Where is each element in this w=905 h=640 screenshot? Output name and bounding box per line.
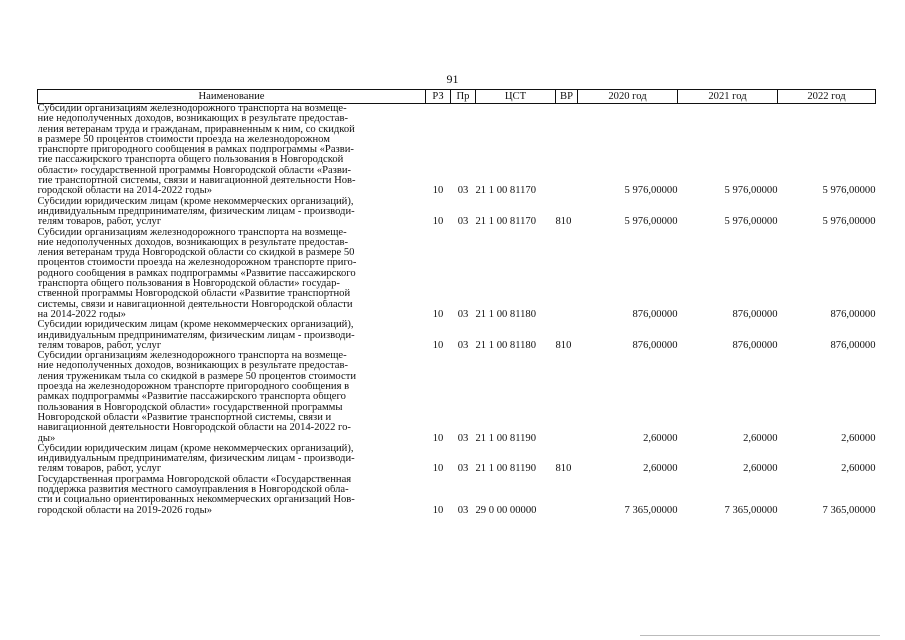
row-name: [38, 228, 426, 321]
row-name-line: индивидуальным предпринимателям, физическим лицам - производи-: [37, 206, 355, 217]
row-name-line: индивидуальным предпринимателям, физическим лицам - производи-: [37, 454, 355, 465]
row-name-line: рамках подпрограммы «Развитие пассажирского транспорта общего: [37, 392, 346, 403]
row-name-line: тие пассажирского транспорта общего пользования в Новгородской: [37, 155, 344, 166]
row-rz: 10: [432, 339, 444, 351]
row-amount-2020: 876,00000: [632, 308, 678, 320]
header-pr: Пр: [451, 90, 476, 104]
header-cst: ЦСТ: [476, 90, 556, 104]
row-name-line: Субсидии организациям железнодорожного транспорта на возмеще-: [37, 227, 347, 238]
row-name-line: в размере 50 процентов стоимости проезда на железнодорожном: [37, 134, 330, 145]
row-name-line: ления ветеранам труда и гражданам, приравненным к ним, со скидкой: [37, 124, 355, 135]
row-name-line: процентов стоимости проезда на железнодорожном транспорте приго-: [37, 258, 357, 269]
row-amount-2021: 2,60000: [743, 463, 778, 475]
table-row: [38, 228, 876, 321]
row-name-line: системы, связи и навигационной деятельности Новгородской области: [37, 299, 353, 310]
row-amount-2020: 876,00000: [632, 339, 678, 351]
row-name-line: поддержка развития местного самоуправления в Новгородской обла-: [37, 484, 349, 495]
row-name-line: ние недополученных доходов, возникающих в результате предостав-: [37, 237, 348, 248]
row-name-line: Субсидии юридическим лицам (кроме некоммерческих организаций),: [37, 443, 354, 454]
row-cst: 21 1 00 81180: [475, 339, 537, 351]
row-cst: 21 1 00 81190: [475, 463, 537, 475]
row-name: [38, 475, 426, 516]
scan-artifact: [640, 635, 880, 636]
table-row: [38, 197, 876, 228]
row-rz: 10: [432, 504, 444, 516]
row-pr: 03: [457, 339, 469, 351]
header-2022: 2022 год: [778, 90, 876, 104]
row-name-line: на 2014-2022 годы»: [37, 309, 126, 320]
row-name-line: родного сообщения в рамках подпрограммы «Развитие пассажирского: [37, 268, 356, 279]
row-amount-2022: 5 976,00000: [822, 185, 876, 197]
row-name-line: Субсидии юридическим лицам (кроме некоммерческих организаций),: [37, 320, 354, 331]
row-rz: 10: [432, 463, 444, 475]
row-vr: [556, 228, 578, 321]
row-amount-2021: 5 976,00000: [724, 185, 778, 197]
row-amount-2020: 2,60000: [643, 463, 678, 475]
row-amount-2022: 7 365,00000: [822, 504, 876, 516]
row-name-line: Новгородской области «Развитие транспортной системы, связи и: [37, 412, 332, 423]
row-pr: 03: [457, 185, 469, 197]
row-rz: 10: [432, 216, 444, 228]
row-name-line: телям товаров, работ, услуг: [37, 217, 162, 228]
row-name-line: индивидуальным предпринимателям, физическим лицам - производи-: [37, 330, 355, 341]
table-row: [38, 104, 876, 197]
row-cst: 29 0 00 00000: [475, 504, 537, 516]
row-cst: 21 1 00 81170: [475, 185, 537, 197]
row-name-line: городской области на 2014-2022 годы»: [37, 186, 212, 197]
header-vr: ВР: [556, 90, 578, 104]
budget-table: [37, 89, 876, 516]
row-name-line: телям товаров, работ, услуг: [37, 464, 162, 475]
row-amount-2022: 2,60000: [841, 432, 876, 444]
row-amount-2022: 2,60000: [841, 463, 876, 475]
row-vr: [556, 351, 578, 444]
row-name-line: пользования в Новгородской области» государственной программы: [37, 402, 343, 413]
row-name-line: области» государственной программы Новгородской области «Разви-: [37, 165, 352, 176]
row-vr: [556, 104, 578, 197]
row-name-line: сти и социально ориентированных некоммерческих организаций Нов-: [37, 495, 355, 506]
table-row: [38, 444, 876, 475]
row-name-line: тие транспортной системы, связи и навигационной деятельности Нов-: [37, 176, 356, 187]
row-rz: 10: [432, 185, 444, 197]
row-name-line: Субсидии организациям железнодорожного транспорта на возмеще-: [37, 104, 347, 114]
row-name-line: транспорте пригородного сообщения в рамках подпрограммы «Разви-: [37, 145, 354, 156]
header-2020: 2020 год: [578, 90, 678, 104]
row-amount-2021: 876,00000: [732, 339, 778, 351]
row-amount-2022: 876,00000: [830, 339, 876, 351]
row-name-line: ние недополученных доходов, возникающих в результате предостав-: [37, 114, 348, 125]
row-name: [38, 320, 426, 351]
row-rz: 10: [432, 432, 444, 444]
row-name-line: ние недополученных доходов, возникающих в результате предостав-: [37, 361, 348, 372]
row-pr: 03: [457, 216, 469, 228]
table-row: [38, 351, 876, 444]
page-number: 91: [446, 72, 459, 86]
row-cst: 21 1 00 81190: [475, 432, 537, 444]
row-vr: 810: [555, 339, 572, 351]
row-name-line: городской области на 2019-2026 годы»: [37, 505, 212, 516]
row-pr: 03: [457, 308, 469, 320]
row-name-line: Субсидии организациям железнодорожного транспорта на возмеще-: [37, 351, 347, 362]
row-amount-2020: 2,60000: [643, 432, 678, 444]
row-cst: 21 1 00 81180: [475, 308, 537, 320]
row-name: [38, 444, 426, 475]
row-amount-2022: 5 976,00000: [822, 216, 876, 228]
row-amount-2022: 876,00000: [830, 308, 876, 320]
row-name-line: проезда на железнодорожном транспорте пригородного сообщения в: [37, 382, 350, 393]
table-row: [38, 475, 876, 516]
row-amount-2020: 7 365,00000: [624, 504, 678, 516]
header-row: [38, 90, 876, 104]
row-pr: 03: [457, 504, 469, 516]
row-amount-2021: 876,00000: [732, 308, 778, 320]
row-amount-2020: 5 976,00000: [624, 216, 678, 228]
row-amount-2021: 5 976,00000: [724, 216, 778, 228]
header-name: Наименование: [38, 90, 426, 104]
row-vr: 810: [555, 463, 572, 475]
row-name-line: ственной программы Новгородской области «Развитие транспортной: [37, 289, 351, 300]
row-amount-2021: 7 365,00000: [724, 504, 778, 516]
header-2021: 2021 год: [678, 90, 778, 104]
row-vr: [556, 475, 578, 516]
header-rz: РЗ: [426, 90, 451, 104]
row-amount-2021: 2,60000: [743, 432, 778, 444]
row-name: [38, 197, 426, 228]
row-name: [38, 104, 426, 197]
row-name-line: телям товаров, работ, услуг: [37, 340, 162, 351]
row-amount-2020: 5 976,00000: [624, 185, 678, 197]
row-name: [38, 351, 426, 444]
row-vr: 810: [555, 216, 572, 228]
row-name-line: Государственная программа Новгородской области «Государственная: [37, 474, 352, 485]
row-name-line: ды»: [37, 433, 56, 444]
row-pr: 03: [457, 463, 469, 475]
row-name-line: транспорта общего пользования в Новгородской области» государ-: [37, 279, 340, 290]
row-pr: 03: [457, 432, 469, 444]
row-name-line: ления ветеранам труда Новгородской области со скидкой в размере 50: [37, 248, 355, 259]
row-cst: 21 1 00 81170: [475, 216, 537, 228]
row-rz: 10: [432, 308, 444, 320]
row-name-line: Субсидии юридическим лицам (кроме некоммерческих организаций),: [37, 196, 354, 207]
row-name-line: навигационной деятельности Новгородской области на 2014-2022 го-: [37, 423, 351, 434]
row-name-line: ления труженикам тыла со скидкой в размере 50 процентов стоимости: [37, 371, 356, 382]
table-row: [38, 320, 876, 351]
